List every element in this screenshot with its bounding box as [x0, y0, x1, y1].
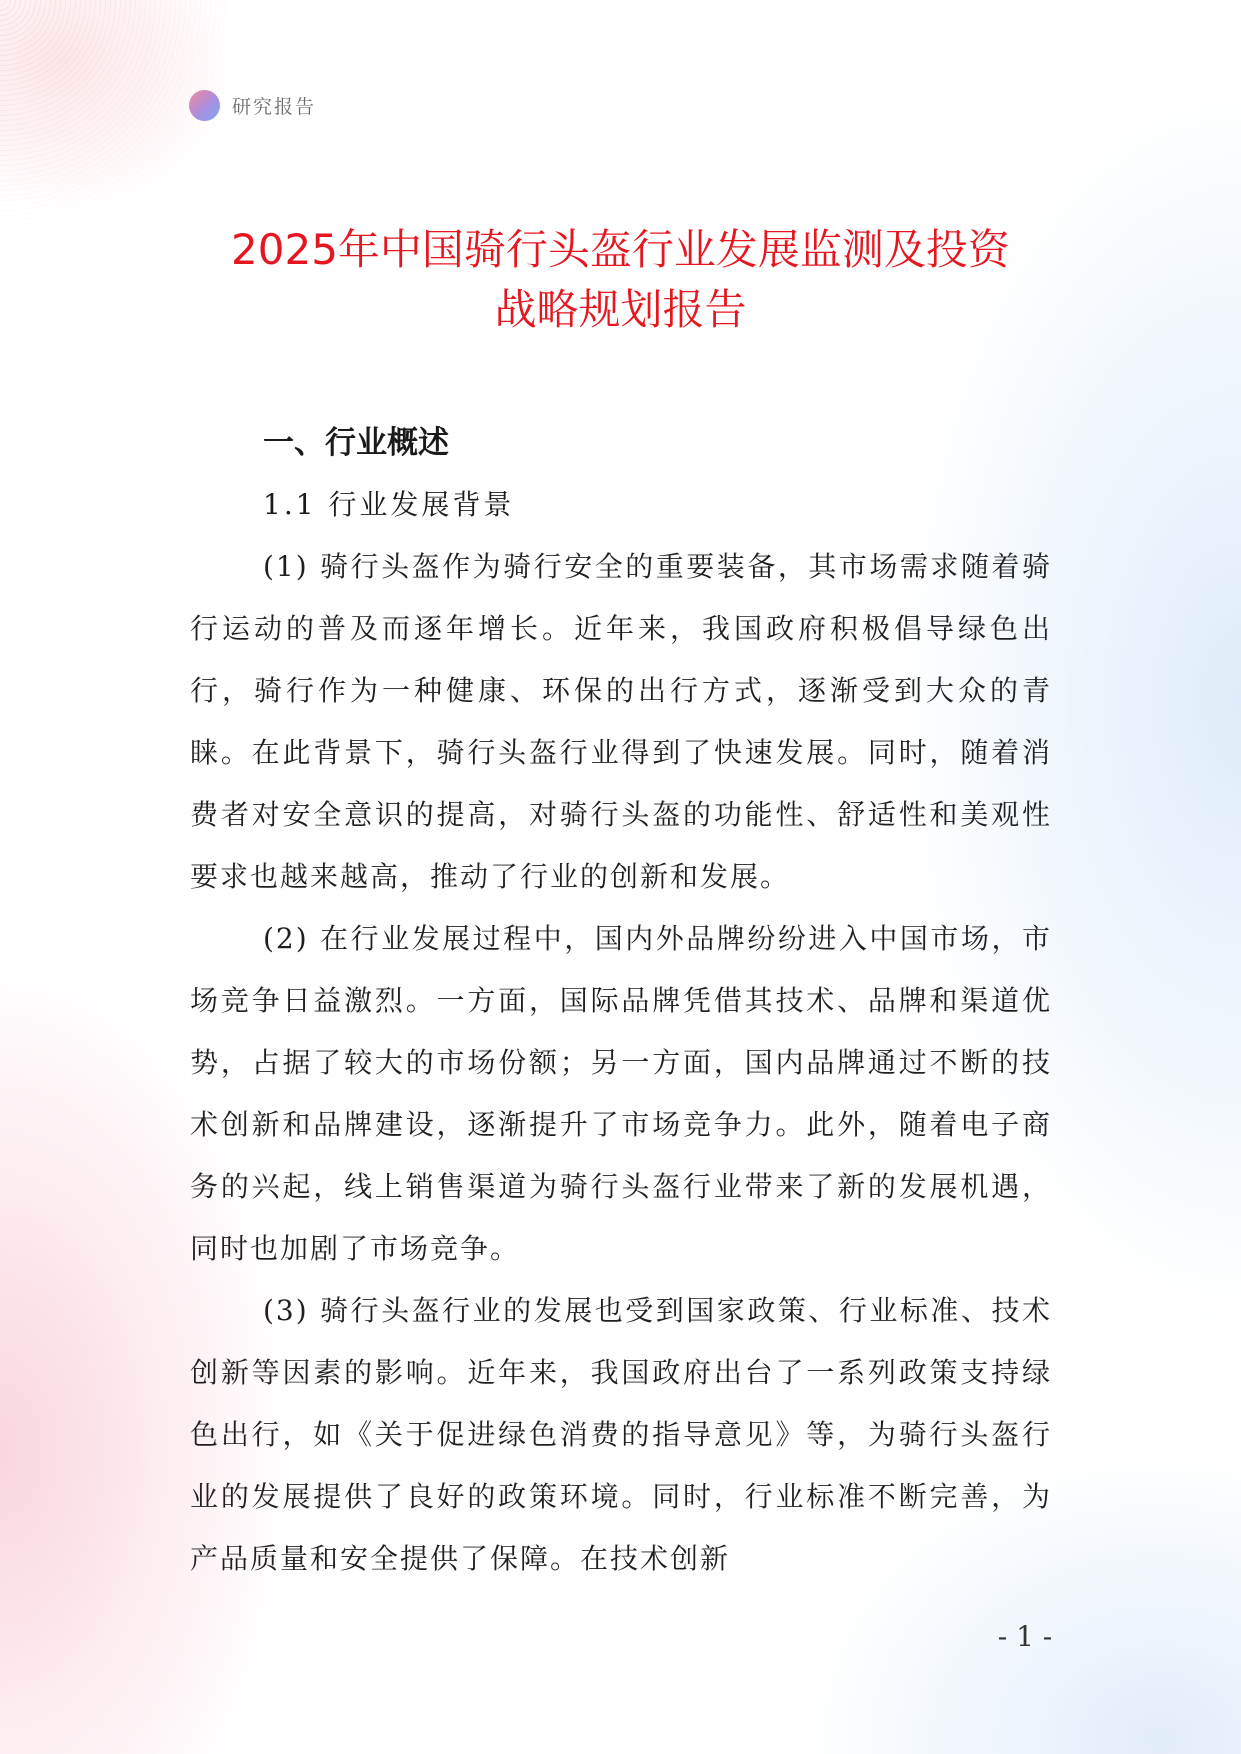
paragraph-2: (2) 在行业发展过程中，国内外品牌纷纷进入中国市场，市场竞争日益激烈。一方面，国际品牌凭借其技术、品牌和渠道优势，占据了较大的市场份额；另一方面，国内品牌通过不断的技术创新和品牌建设，逐渐提升了市场竞争力。此外，随着电子商务的兴起，线上销售渠道为骑行头盔行业带来了新的发展机遇，同时也加剧了市场竞争。 [190, 922, 1052, 1265]
page-number: - 1 - [997, 1620, 1053, 1653]
report-header [189, 90, 316, 121]
sub-heading: 1.1 行业发展背景 [263, 488, 515, 521]
report-label: 研究报告 [232, 96, 317, 118]
paragraph-1: (1) 骑行头盔作为骑行安全的重要装备，其市场需求随着骑行运动的普及而逐年增长。近年来，我国政府积极倡导绿色出行，骑行作为一种健康、环保的出行方式，逐渐受到大众的青睐。在此背景下，骑行头盔行业得到了快速发展。同时，随着消费者对安全意识的提高，对骑行头盔的功能性、舒适性和美观性要求也越来越高，推动了行业的创新和发展。 [190, 550, 1052, 893]
section-heading: 一、行业概述 [263, 425, 449, 461]
paragraph-3: (3) 骑行头盔行业的发展也受到国家政策、行业标准、技术创新等因素的影响。近年来，我国政府出台了一系列政策支持绿色出行，如《关于促进绿色消费的指导意见》等，为骑行头盔行业的发展提供了良好的政策环境。同时，行业标准不断完善，为产品质量和安全提供了保障。在技术创新 [190, 1294, 1052, 1575]
title-line-1: 2025年中国骑行头盔行业发展监测及投资 [231, 225, 1010, 274]
title-line-2: 战略规划报告 [494, 285, 747, 334]
report-logo-icon [189, 90, 220, 121]
document-body [190, 412, 1052, 1590]
document-title [170, 220, 1071, 340]
